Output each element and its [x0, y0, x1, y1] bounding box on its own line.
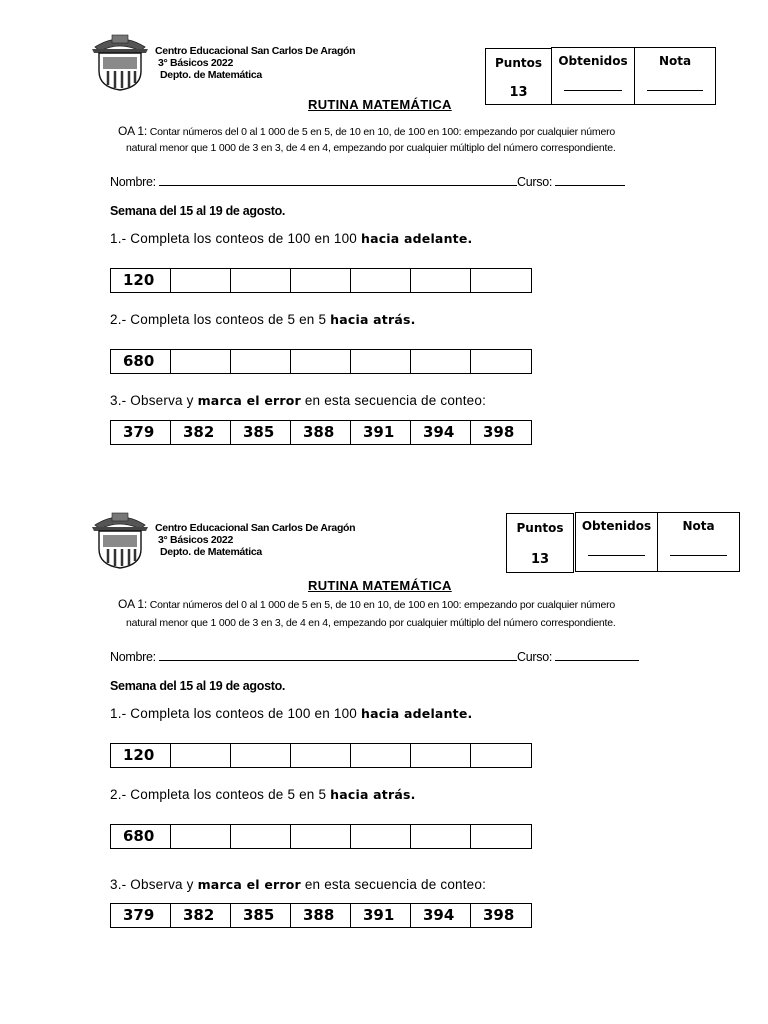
answer-cell: 680 — [111, 350, 171, 373]
puntos-value: 13 — [509, 85, 528, 100]
question-3-suffix: en esta secuencia de conteo: — [300, 393, 487, 408]
question-1-text: 1.- Completa los conteos de 100 en 100 — [110, 706, 361, 721]
week-label: Semana del 15 al 19 de agosto. — [110, 204, 286, 218]
obtenidos-label: Obtenidos — [558, 54, 628, 68]
obtenidos-blank[interactable] — [588, 555, 645, 556]
question-3-text: 3.- Observa y — [110, 877, 198, 892]
school-department: Depto. de Matemática — [160, 69, 262, 81]
oa-line1: Contar números del 0 al 1 000 de 5 en 5, de 10 en 10, de 100 en 100: empezando por cualquier número — [149, 599, 616, 611]
answer-cell[interactable] — [231, 825, 291, 848]
question-1-bold: hacia adelante. — [360, 231, 473, 246]
question-2-bold: hacia atrás. — [330, 787, 416, 802]
question-3-cells — [110, 903, 532, 928]
worksheet-title: RUTINA MATEMÁTICA — [308, 578, 452, 593]
answer-cell: 120 — [111, 744, 171, 767]
curso-field[interactable] — [555, 649, 639, 661]
sequence-cell[interactable]: 388 — [291, 421, 351, 444]
sequence-cell[interactable]: 379 — [111, 421, 171, 444]
nombre-label: Nombre: — [110, 175, 156, 189]
question-3 — [110, 877, 486, 892]
sequence-cell[interactable]: 385 — [231, 904, 291, 927]
obtenidos-label: Obtenidos — [581, 519, 652, 533]
question-3-text: 3.- Observa y — [110, 393, 198, 408]
sequence-cell[interactable]: 385 — [231, 421, 291, 444]
worksheet-title: RUTINA MATEMÁTICA — [308, 97, 452, 112]
answer-cell[interactable] — [171, 744, 231, 767]
question-3-bold: marca el error — [197, 393, 301, 408]
school-name: Centro Educacional San Carlos De Aragón — [155, 45, 356, 57]
sequence-cell[interactable]: 394 — [411, 421, 471, 444]
question-1-bold: hacia adelante. — [360, 706, 473, 721]
question-2-cells — [110, 824, 532, 849]
learning-objective — [118, 596, 658, 631]
answer-cell[interactable] — [291, 825, 351, 848]
sequence-cell[interactable]: 398 — [483, 423, 515, 441]
question-2-text: 2.- Completa los conteos de 5 en 5 — [110, 312, 331, 327]
sequence-cell[interactable]: 388 — [291, 904, 351, 927]
answer-cell[interactable] — [171, 825, 231, 848]
school-info — [155, 522, 355, 558]
oa-label: OA 1: — [118, 124, 148, 138]
school-grade: 3° Básicos 2022 — [158, 57, 234, 69]
answer-cell[interactable] — [411, 825, 471, 848]
nota-box[interactable] — [657, 512, 740, 572]
puntos-label: Puntos — [494, 56, 542, 70]
nota-label: Nota — [658, 54, 692, 68]
nota-label: Nota — [682, 519, 715, 533]
oa-line2: natural menor que 1 000 de 3 en 3, de 4 en 4, empezando por cualquier múltiplo del número correspondiente. — [126, 142, 616, 154]
answer-cell[interactable] — [351, 825, 411, 848]
sequence-cell[interactable]: 394 — [411, 904, 471, 927]
question-3-bold: marca el error — [197, 877, 301, 892]
oa-line1: Contar números del 0 al 1 000 de 5 en 5, de 10 en 10, de 100 en 100: empezando por cualquier número — [149, 126, 616, 138]
question-2-bold: hacia atrás. — [330, 312, 416, 327]
sequence-cell[interactable]: 391 — [351, 904, 411, 927]
puntos-box — [506, 513, 574, 573]
oa-line2: natural menor que 1 000 de 3 en 3, de 4 en 4, empezando por cualquier múltiplo del número correspondiente. — [126, 617, 616, 629]
sequence-cell[interactable]: 379 — [111, 904, 171, 927]
answer-cell[interactable] — [411, 744, 471, 767]
answer-cell[interactable] — [471, 744, 531, 767]
sequence-cell[interactable]: 382 — [171, 421, 231, 444]
school-name: Centro Educacional San Carlos De Aragón — [155, 522, 356, 534]
week-label: Semana del 15 al 19 de agosto. — [110, 679, 286, 693]
oa-label: OA 1: — [118, 597, 148, 611]
curso-label: Curso: — [517, 650, 553, 664]
nombre-field[interactable] — [159, 649, 517, 661]
question-1-cells — [110, 743, 532, 768]
school-grade: 3° Básicos 2022 — [158, 534, 234, 546]
question-3-suffix: en esta secuencia de conteo: — [300, 877, 487, 892]
obtenidos-box[interactable] — [575, 512, 658, 572]
answer-cell[interactable] — [351, 744, 411, 767]
name-course-line — [110, 649, 639, 664]
answer-cell[interactable] — [471, 825, 531, 848]
answer-cell: 680 — [111, 825, 171, 848]
nota-blank[interactable] — [670, 555, 727, 556]
puntos-label: Puntos — [516, 521, 564, 535]
answer-cell[interactable] — [291, 744, 351, 767]
question-1-text: 1.- Completa los conteos de 100 en 100 — [110, 231, 361, 246]
question-2-text: 2.- Completa los conteos de 5 en 5 — [110, 787, 331, 802]
question-1 — [110, 706, 472, 721]
school-department: Depto. de Matemática — [160, 546, 262, 558]
question-2 — [110, 787, 416, 802]
answer-cell[interactable] — [231, 744, 291, 767]
sequence-cell[interactable]: 391 — [351, 421, 411, 444]
sequence-cell[interactable]: 398 — [483, 906, 515, 924]
sequence-cell[interactable]: 382 — [171, 904, 231, 927]
puntos-value: 13 — [530, 552, 550, 567]
curso-label: Curso: — [517, 175, 553, 189]
answer-cell: 120 — [111, 269, 171, 292]
school-crest-logo — [90, 511, 150, 569]
nombre-label: Nombre: — [110, 650, 156, 664]
